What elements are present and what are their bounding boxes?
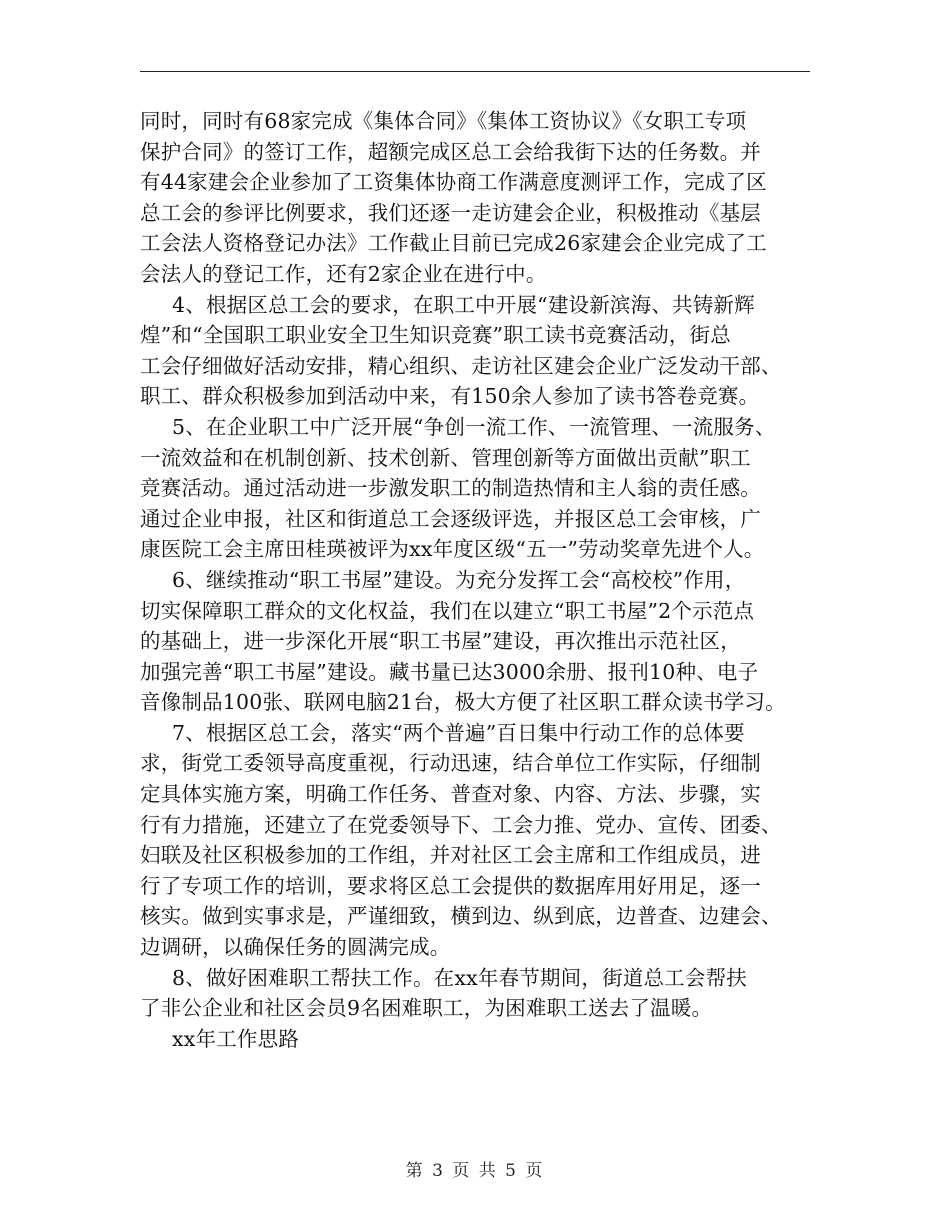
- document-body: [140, 106, 830, 1054]
- text-line: 求，街党工委领导高度重视，行动迅速，结合单位工作实际，仔细制: [140, 751, 761, 776]
- text-line: 会法人的登记工作，还有2家企业在进行中。: [140, 261, 547, 286]
- text-line: 煌”和“全国职工职业安全卫生知识竞赛”职工读书竞赛活动，街总: [140, 323, 731, 348]
- text-line: 核实。做到实事求是，严谨细致，横到边、纵到底，边普查、边建会、: [140, 904, 782, 929]
- text-line: 康医院工会主席田桂瑛被评为xx年度区级“五一”劳动奖章先进个人。: [140, 537, 765, 562]
- text-line: 音像制品100张、联网电脑21台，极大方便了社区职工群众读书学习。: [140, 690, 786, 715]
- header-rule: [140, 71, 810, 72]
- text-line: 加强完善“职工书屋”建设。藏书量已达3000余册、报刊10种、电子: [140, 659, 759, 684]
- text-line: 6、继续推动“职工书屋”建设。为充分发挥工会“高校校”作用，: [172, 567, 746, 592]
- page-footer: 第 3 页 共 5 页: [405, 1161, 545, 1181]
- text-line: 有44家建会企业参加了工资集体协商工作满意度测评工作，完成了区: [140, 170, 767, 195]
- text-line: 边调研，以确保任务的圆满完成。: [140, 935, 451, 960]
- text-line: 保护合同》的签订工作，超额完成区总工会给我街下达的任务数。并: [140, 139, 761, 164]
- text-line: 了非公企业和社区会员9名困难职工，为困难职工送去了温暖。: [140, 996, 713, 1021]
- text-line: 定具体实施方案，明确工作任务、普查对象、内容、方法、步骤，实: [140, 782, 761, 807]
- text-line: 工会仔细做好活动安排，精心组织、走访社区建会企业广泛发动干部、: [140, 353, 782, 378]
- text-line: 7、根据区总工会，落实“两个普遍”百日集中行动工作的总体要: [172, 720, 745, 745]
- text-line: 通过企业申报，社区和街道总工会逐级评选，并报区总工会审核，广: [140, 506, 761, 531]
- text-line: 一流效益和在机制创新、技术创新、管理创新等方面做出贡献”职工: [140, 445, 751, 470]
- text-line: 切实保障职工群众的文化权益，我们在以建立“职工书屋”2个示范点: [140, 598, 755, 623]
- text-line: 4、根据区总工会的要求，在职工中开展“建设新滨海、共铸新辉: [172, 292, 755, 317]
- text-line: 的基础上，进一步深化开展“职工书屋”建设，再次推出示范社区，: [140, 629, 741, 654]
- text-line: 同时，同时有68家完成《集体合同》《集体工资协议》《女职工专项: [140, 109, 747, 133]
- text-line: xx年工作思路: [172, 1026, 300, 1051]
- text-line: 妇联及社区积极参加的工作组，并对社区工会主席和工作组成员，进: [140, 843, 761, 868]
- text-line: 职工、群众积极参加到活动中来，有150余人参加了读书答卷竞赛。: [140, 384, 760, 409]
- text-line: 竞赛活动。通过活动进一步激发职工的制造热情和主人翁的责任感。: [140, 476, 761, 501]
- text-line: 行了专项工作的培训，要求将区总工会提供的数据库用好用足，逐一: [140, 873, 761, 898]
- text-line: 总工会的参评比例要求，我们还逐一走访建会企业，积极推动《基层: [140, 200, 761, 225]
- text-line: 5、在企业职工中广泛开展“争创一流工作、一流管理、一流服务、: [172, 414, 776, 439]
- text-line: 8、做好困难职工帮扶工作。在xx年春节期间，街道总工会帮扶: [172, 965, 747, 990]
- text-line: 工会法人资格登记办法》工作截止目前已完成26家建会企业完成了工: [140, 231, 767, 256]
- text-line: 行有力措施，还建立了在党委领导下、工会力推、党办、宣传、团委、: [140, 812, 782, 837]
